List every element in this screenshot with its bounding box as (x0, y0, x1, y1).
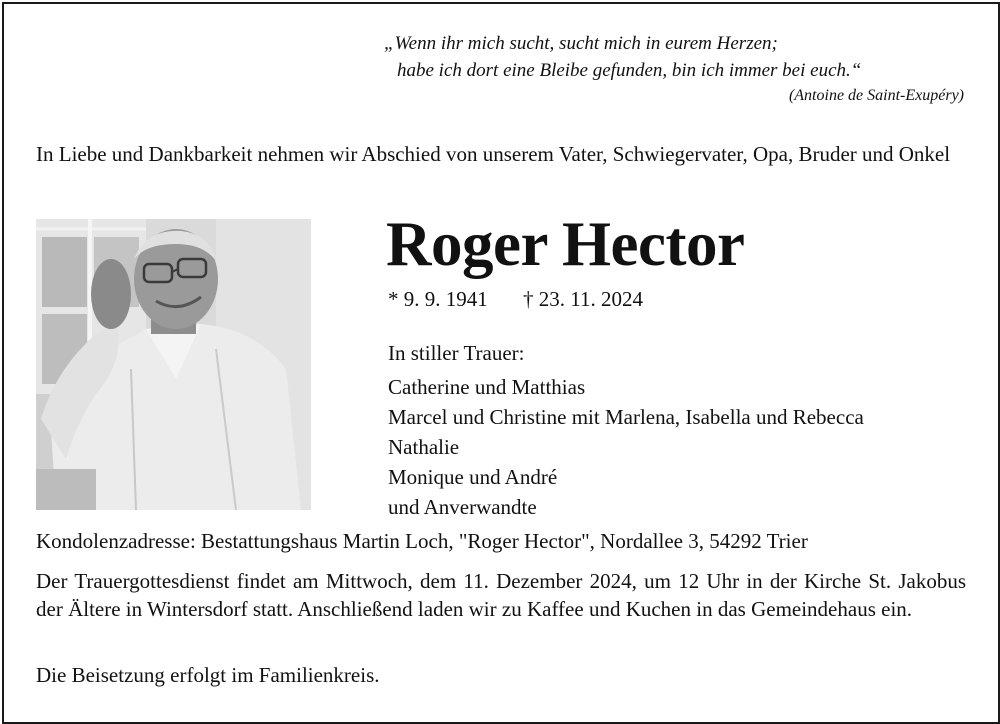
burial-text: Die Beisetzung erfolgt im Familienkreis. (36, 663, 380, 687)
quote-author: (Antoine de Saint-Exupéry) (788, 87, 964, 104)
life-dates (388, 285, 643, 313)
mourner-line: Nathalie (388, 435, 460, 459)
quote-line-1: „Wenn ihr mich sucht, sucht mich in eurem Herzen; (384, 33, 778, 54)
intro-text: In Liebe und Dankbarkeit nehmen wir Abschied von unserem Vater, Schwiegervater, Opa, Bruder und Onkel (36, 142, 951, 166)
epigraph-quote (370, 30, 966, 108)
quote-line-2: habe ich dort eine Bleibe gefunden, bin ich immer bei euch.“ (397, 60, 862, 81)
mourner-line: Monique und André (388, 465, 558, 489)
mourners-heading: In stiller Trauer: (388, 341, 525, 365)
funeral-service-text: Der Trauergottesdienst findet am Mittwoch, dem 11. Dezember 2024, um 12 Uhr in der Kirche St. Jakobus der Ältere in Wintersdorf statt. Anschließend laden wir zu Kaffee und Kuchen in das Gemeindehaus ein. (36, 569, 966, 621)
birth-date: * 9. 9. 1941 (388, 287, 488, 311)
deceased-name: Roger Hector (386, 209, 745, 279)
death-date: † 23. 11. 2024 (523, 287, 643, 311)
mourner-line: Marcel und Christine mit Marlena, Isabella und Rebecca (388, 405, 864, 429)
mourner-line: und Anverwandte (388, 495, 537, 519)
mourners-list (388, 338, 864, 522)
portrait-photo (36, 219, 311, 510)
mourner-line: Catherine und Matthias (388, 375, 586, 399)
condolence-address: Kondolenzadresse: Bestattungshaus Martin Loch, "Roger Hector", Nordallee 3, 54292 Trier (36, 529, 808, 553)
